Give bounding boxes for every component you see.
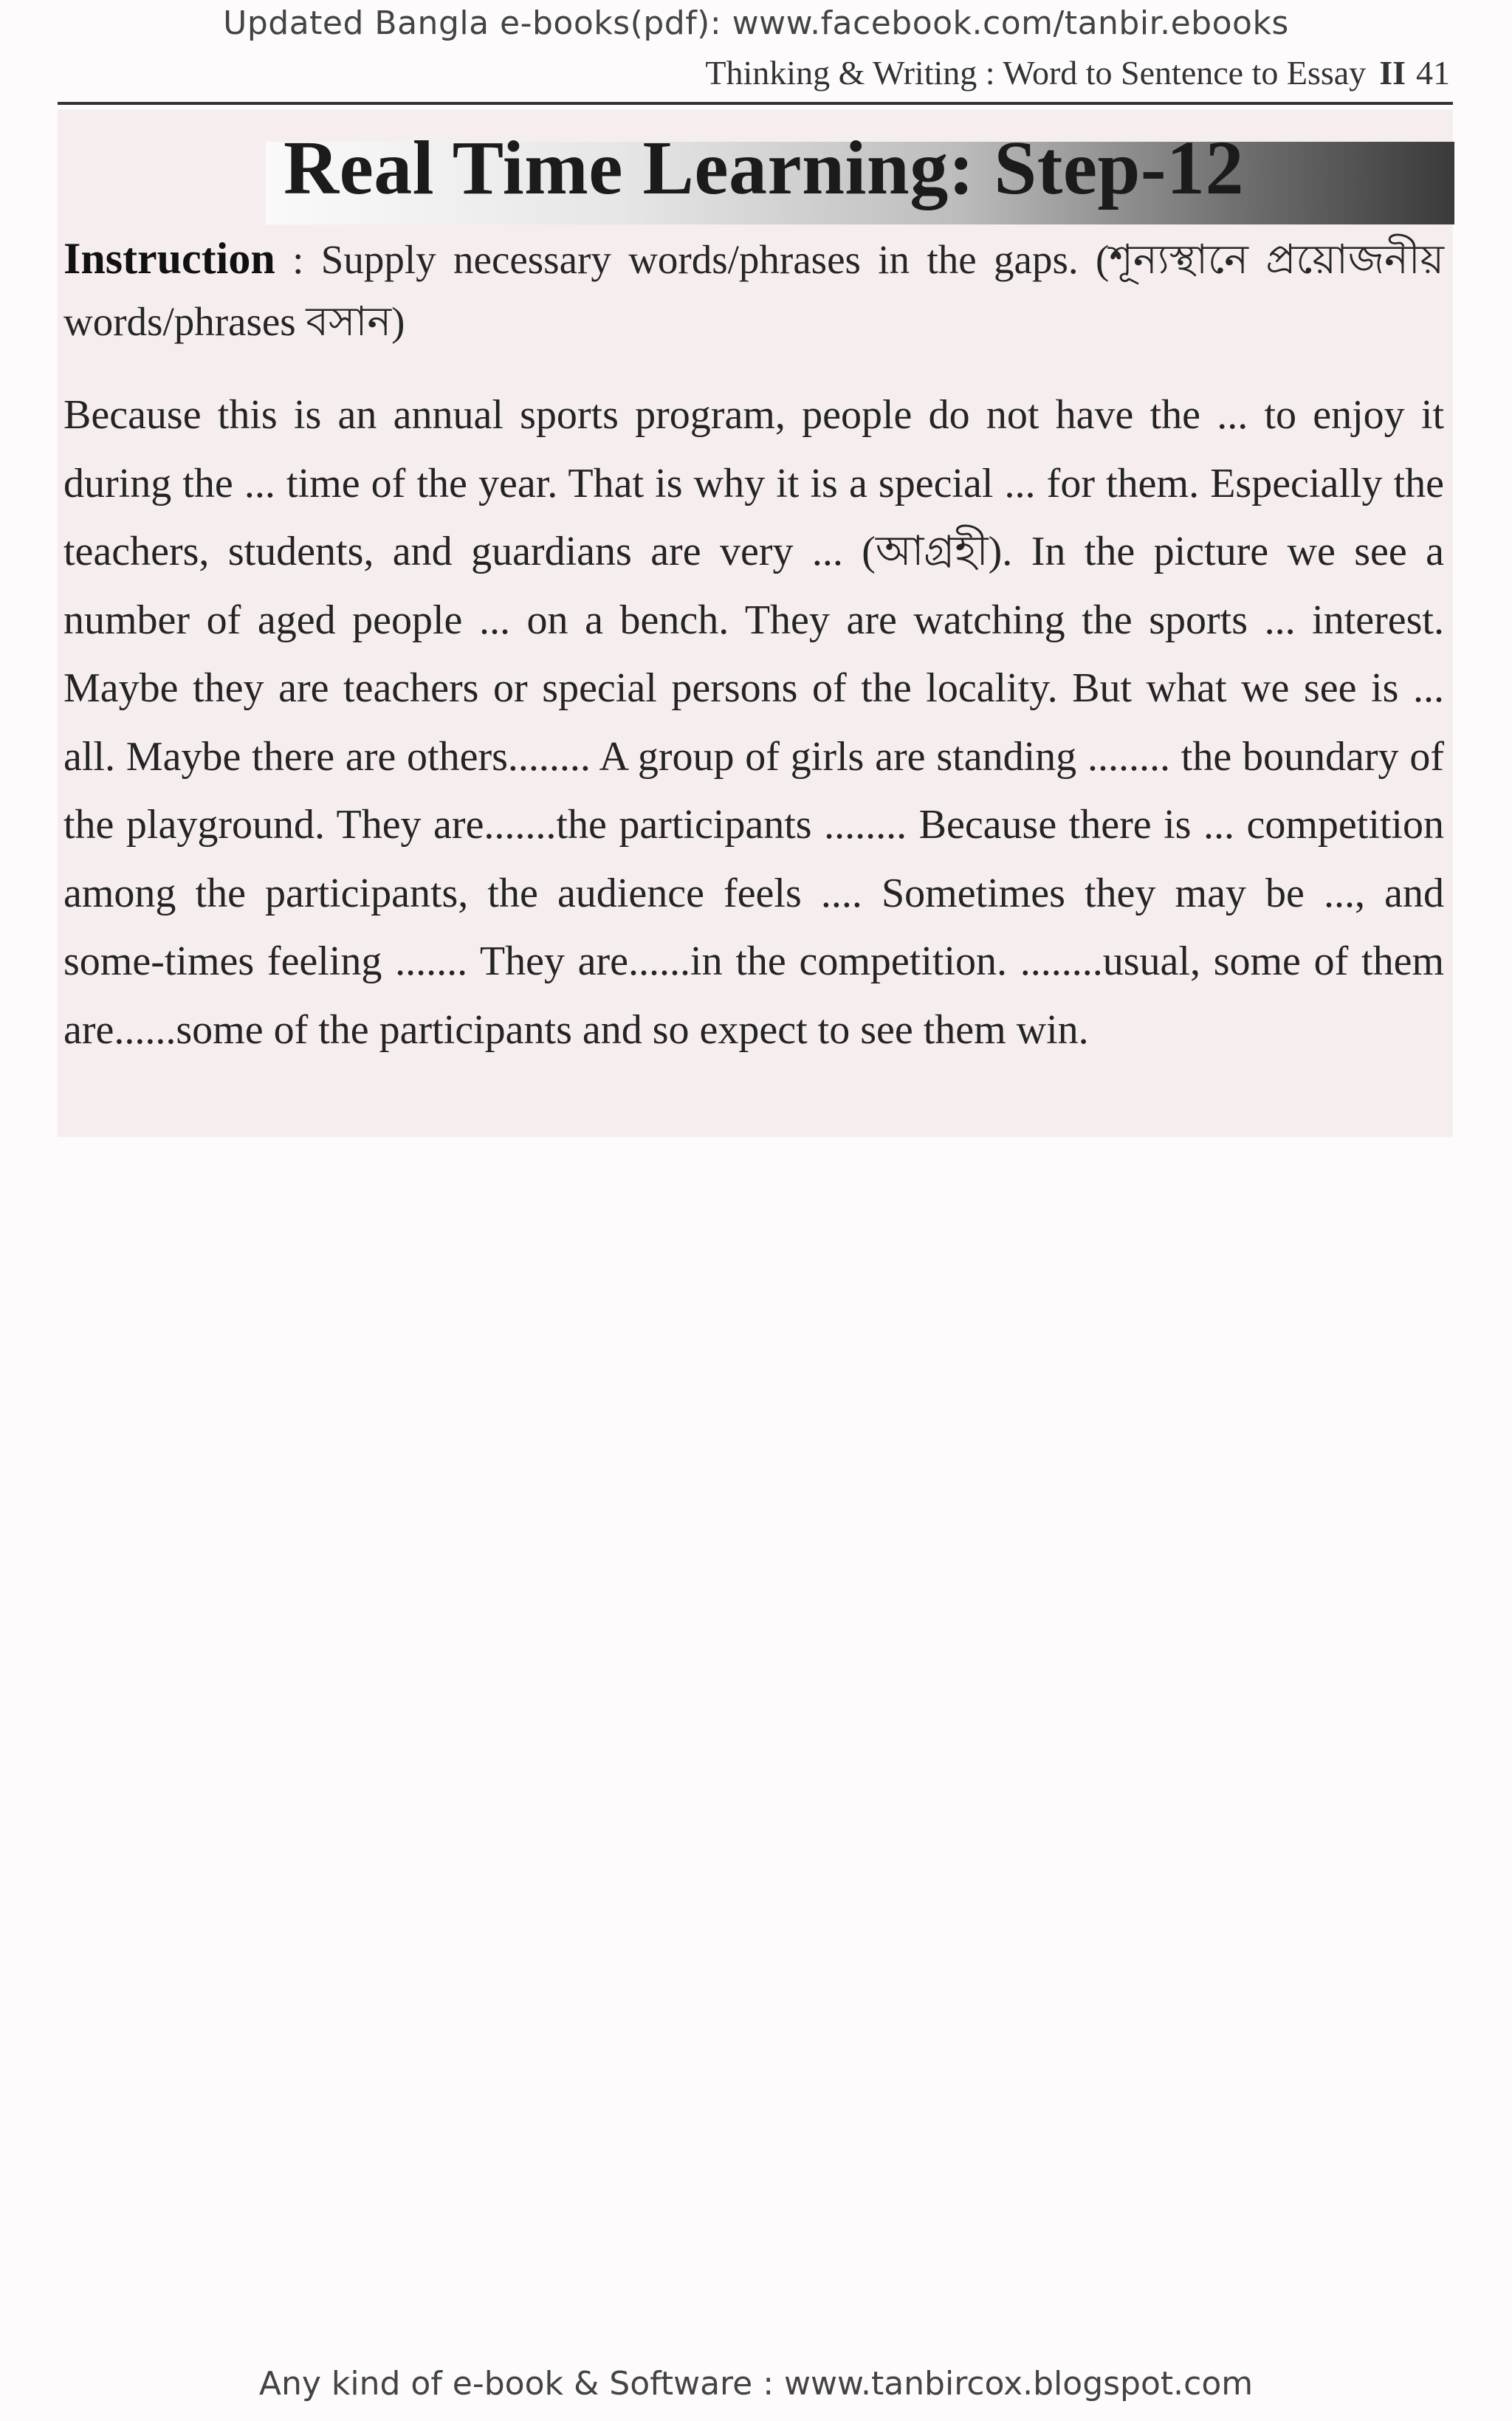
header-rule [58,102,1453,105]
instruction-label: Instruction [63,234,275,283]
watermark-top: Updated Bangla e-books(pdf): www.facebook.com/tanbir.ebooks [223,4,1289,42]
watermark-bottom: Any kind of e-book & Software : www.tanbircox.blogspot.com [258,2365,1254,2403]
instruction-colon: : [275,237,321,282]
instruction-paragraph [63,227,1444,353]
running-header-text: Thinking & Writing : Word to Sentence to Essay [705,54,1367,92]
instruction-text: Supply necessary words/phrases in the gaps. (শূন্যস্থানে প্রয়োজনীয় words/phrases বসান) [63,237,1444,344]
running-header-separator: II [1379,54,1406,92]
running-header [705,53,1450,92]
passage-paragraph: Because this is an annual sports program, people do not have the ... to enjoy it during the ... time of the year. That is why it is a special ... for them. Especially the teachers, students, and guardians are very ... (আগ্রহী). In the picture we see a number of aged people ... on a bench. They are watching the sports ... interest. Maybe they are teachers or special persons of the locality. But what we see is ... all. Maybe there are others........ A group of girls are standing ........ the boundary of the playground. They are.......the participants ........ Because there is ... competition among the participants, the audience feels .... Sometimes they may be ..., and some-times feeling ....... They are......in the competition. ........usual, some of them are......some of the participants and so expect to see them win. [63,392,1444,1053]
page-number: 41 [1416,54,1450,92]
section-title: Real Time Learning: Step-12 [284,126,1244,210]
